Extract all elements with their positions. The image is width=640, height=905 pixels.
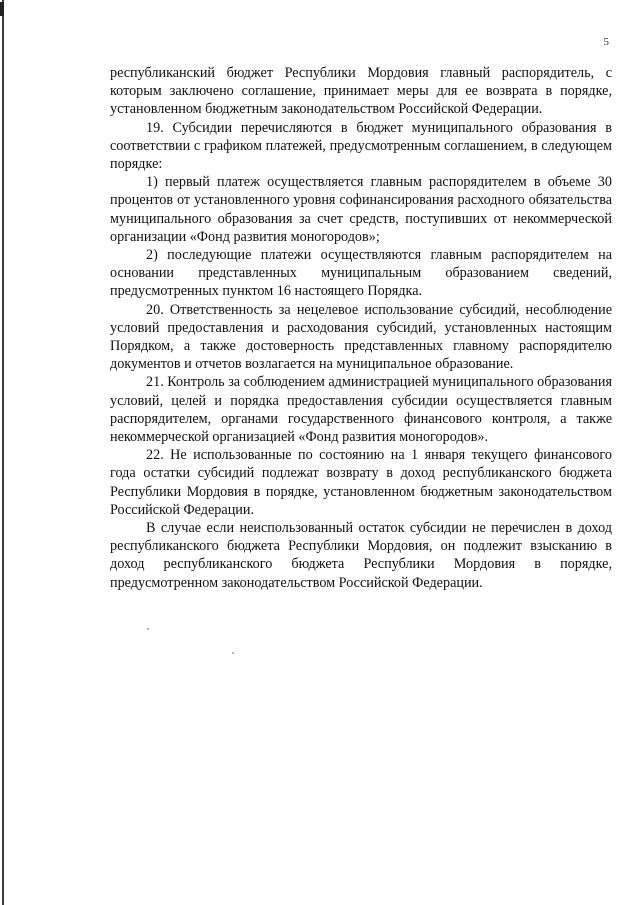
scan-edge-mark: [0, 2, 4, 16]
page-number: 5: [603, 36, 609, 48]
paragraph-item-20: 20. Ответственность за нецелевое использование субсидий, несоблюдение условий предоставления и расходования субсидий, установленных настоящим Порядком, а также достоверность представленных главному распорядителю документов и отчетов возлагается на муниципальное образование.: [110, 301, 612, 373]
scan-speck: [147, 628, 149, 630]
paragraph-continuation: республиканский бюджет Республики Мордовия главный распорядитель, с которым заключено соглашение, принимает меры для ее возврата в порядке, установленном бюджетным законодательством Российской Федерации.: [110, 65, 612, 118]
paragraph-subitem-2: 2) последующие платежи осуществляются главным распорядителем на основании представленных муниципальным образованием сведений, предусмотренных пунктом 16 настоящего Порядка.: [110, 247, 612, 300]
scan-edge-line: [2, 0, 4, 905]
paragraph-item-22: 22. Не использованные по состоянию на 1 января текущего финансового года остатки субсидий подлежат возврату в доход республиканского бюджета Республики Мордовия в порядке, установленном бюджетным законодательством Российской Федерации.: [110, 447, 612, 518]
scan-speck: [232, 652, 234, 654]
paragraph-subitem-1: 1) первый платеж осуществляется главным распорядителем в объеме 30 процентов от установленного уровня софинансирования расходного обязательства муниципального образования за счет средств, поступивших от некоммерческой организации «Фонд развития моногородов»;: [110, 174, 612, 245]
paragraph-item-21: 21. Контроль за соблюдением администрацией муниципального образования условий, целей и порядка предоставления субсидии осуществляется главным распорядителем, органами государственного финансового контроля, а также некоммерческой организацией «Фонд развития моногородов».: [110, 374, 612, 446]
document-body: [110, 64, 612, 592]
paragraph-item-19: 19. Субсидии перечисляются в бюджет муниципального образования в соответствии с графиком платежей, предусмотренным соглашением, в следующем порядке:: [110, 119, 612, 173]
paragraph-residual-clause: В случае если неиспользованный остаток субсидии не перечислен в доход республиканского бюджета Республики Мордовия, он подлежит взысканию в доход республиканского бюджета Республики Мордовия в порядке, предусмотренном законодательством Российской Федерации.: [110, 520, 612, 591]
